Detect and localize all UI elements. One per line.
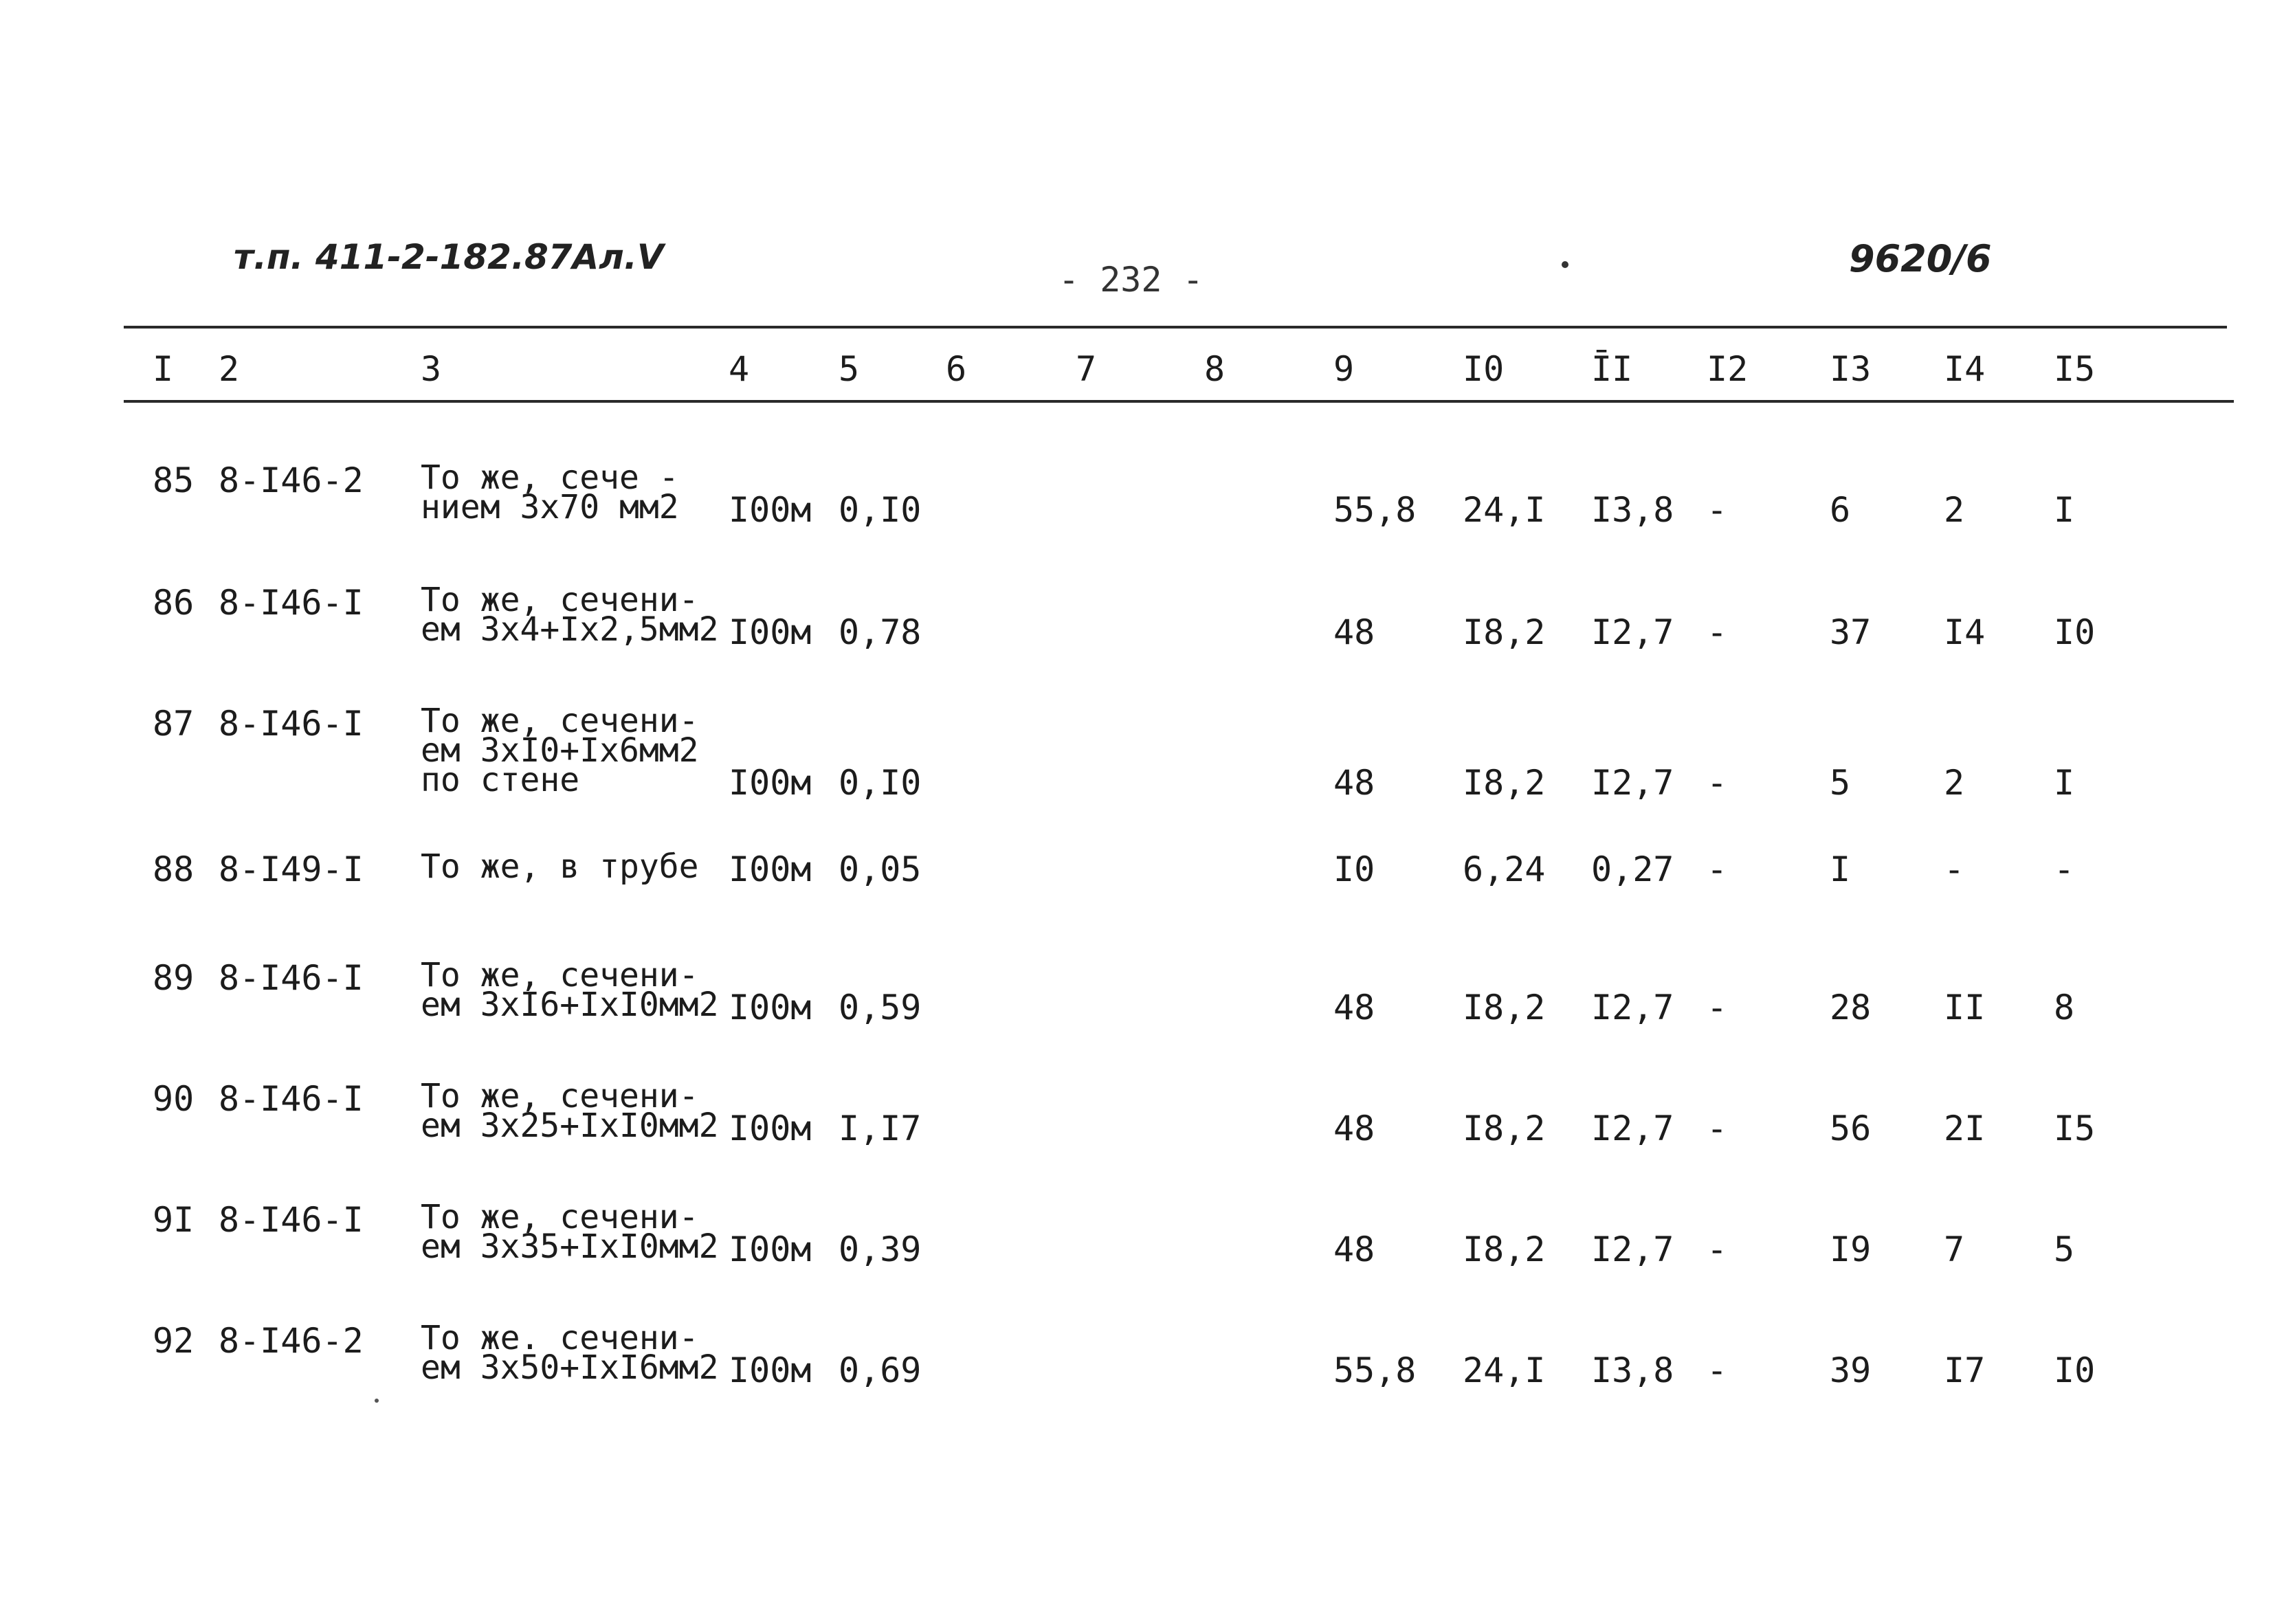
- cell-col-13: 28: [1830, 988, 1872, 1027]
- cell-col-2: 8-I46-2: [219, 1321, 364, 1361]
- cell-col-2: 8-I46-I: [219, 1200, 364, 1240]
- cell-col-11: I2,7: [1591, 612, 1674, 652]
- cell-col-9: 48: [1333, 1109, 1375, 1148]
- cell-col-13: 37: [1830, 612, 1872, 652]
- cell-col-1: 87: [153, 704, 195, 744]
- cell-col-4: I00м: [729, 849, 812, 889]
- column-header-4: 4: [729, 349, 750, 389]
- cell-col-12: -: [1707, 1350, 1728, 1390]
- description-line: нием 3х70 мм2: [421, 488, 679, 526]
- cell-col-12: -: [1707, 1109, 1728, 1148]
- cell-col-10: I8,2: [1463, 612, 1546, 652]
- cell-col-12: -: [1707, 612, 1728, 652]
- cell-col-4: I00м: [729, 1230, 812, 1269]
- cell-col-13: I: [1830, 849, 1851, 889]
- column-header-8: 8: [1204, 349, 1226, 389]
- cell-col-1: 9I: [153, 1200, 195, 1240]
- cell-col-5: 0,69: [839, 1350, 922, 1390]
- cell-col-9: 48: [1333, 612, 1375, 652]
- cell-col-15: -: [2054, 849, 2075, 889]
- column-header-1: I: [153, 349, 174, 389]
- cell-col-4: I00м: [729, 763, 812, 803]
- cell-col-4: I00м: [729, 490, 812, 530]
- description-line: То же, сече -: [421, 458, 679, 497]
- cell-col-5: 0,78: [839, 612, 922, 652]
- cell-col-9: 55,8: [1333, 1350, 1417, 1390]
- description-line: ем 3х50+IхI6мм2: [421, 1348, 719, 1387]
- description-line: То же, сечени-: [421, 1198, 699, 1236]
- description-line: То же, в трубе: [421, 847, 699, 886]
- description-line: То же, сечени-: [421, 956, 699, 994]
- cell-col-12: -: [1707, 1230, 1728, 1269]
- column-header-10: I0: [1463, 349, 1505, 389]
- cell-col-5: 0,05: [839, 849, 922, 889]
- cell-col-5: I,I7: [839, 1109, 922, 1148]
- cell-col-13: 6: [1830, 490, 1851, 530]
- cell-col-11: I2,7: [1591, 1109, 1674, 1148]
- cell-col-14: 7: [1944, 1230, 1965, 1269]
- cell-col-9: 48: [1333, 988, 1375, 1027]
- cell-col-14: I4: [1944, 612, 1986, 652]
- table-header-rule: [124, 400, 2234, 403]
- cell-col-10: I8,2: [1463, 1230, 1546, 1269]
- document-code: т.п. 411-2-182.87Ал.V: [234, 237, 664, 277]
- cell-col-15: I0: [2054, 1350, 2096, 1390]
- cell-col-9: 55,8: [1333, 490, 1417, 530]
- cell-col-5: 0,59: [839, 988, 922, 1027]
- cell-col-15: I: [2054, 763, 2075, 803]
- cell-col-9: 48: [1333, 1230, 1375, 1269]
- cell-col-4: I00м: [729, 612, 812, 652]
- column-header-5: 5: [839, 349, 860, 389]
- cell-col-15: 8: [2054, 988, 2075, 1027]
- description-line: по стене: [421, 761, 580, 799]
- cell-col-2: 8-I46-I: [219, 1079, 364, 1119]
- cell-col-13: 56: [1830, 1109, 1872, 1148]
- cell-col-2: 8-I46-I: [219, 958, 364, 998]
- cell-col-10: 6,24: [1463, 849, 1546, 889]
- cell-col-14: 2: [1944, 490, 1965, 530]
- column-header-13: I3: [1830, 349, 1872, 389]
- cell-col-1: 92: [153, 1321, 195, 1361]
- cell-col-1: 86: [153, 583, 195, 623]
- cell-col-11: I2,7: [1591, 763, 1674, 803]
- cell-col-2: 8-I49-I: [219, 849, 364, 889]
- cell-col-5: 0,I0: [839, 763, 922, 803]
- cell-col-4: I00м: [729, 988, 812, 1027]
- cell-col-13: 39: [1830, 1350, 1872, 1390]
- cell-col-14: 2I: [1944, 1109, 1986, 1148]
- cell-col-15: I0: [2054, 612, 2096, 652]
- archive-number: 9620/6: [1849, 237, 1992, 280]
- description-line: То же, сечени-: [421, 581, 699, 619]
- cell-col-9: 48: [1333, 763, 1375, 803]
- cell-col-15: 5: [2054, 1230, 2075, 1269]
- scan-speck: [1562, 261, 1568, 268]
- description-line: ем 3хI6+IхI0мм2: [421, 986, 719, 1024]
- cell-col-15: I5: [2054, 1109, 2096, 1148]
- description-line: То же, сечени-: [421, 702, 699, 740]
- cell-col-10: 24,I: [1463, 490, 1546, 530]
- cell-col-12: -: [1707, 763, 1728, 803]
- description-line: ем 3х25+IхI0мм2: [421, 1106, 719, 1145]
- cell-col-10: I8,2: [1463, 763, 1546, 803]
- cell-col-2: 8-I46-2: [219, 460, 364, 500]
- column-header-9: 9: [1333, 349, 1355, 389]
- cell-col-4: I00м: [729, 1109, 812, 1148]
- description-line: ем 3х35+IхI0мм2: [421, 1227, 719, 1266]
- cell-col-10: 24,I: [1463, 1350, 1546, 1390]
- description-line: ем 3х4+Iх2,5мм2: [421, 610, 719, 649]
- cell-col-12: -: [1707, 490, 1728, 530]
- table-top-rule: [124, 326, 2227, 329]
- description-line: То же. сечени-: [421, 1319, 699, 1357]
- cell-col-4: I00м: [729, 1350, 812, 1390]
- cell-col-1: 89: [153, 958, 195, 998]
- column-header-3: 3: [421, 349, 442, 389]
- cell-col-11: I2,7: [1591, 1230, 1674, 1269]
- cell-col-12: -: [1707, 849, 1728, 889]
- cell-col-10: I8,2: [1463, 988, 1546, 1027]
- column-header-14: I4: [1944, 349, 1986, 389]
- cell-col-11: I2,7: [1591, 988, 1674, 1027]
- cell-col-14: -: [1944, 849, 1965, 889]
- column-header-2: 2: [219, 349, 240, 389]
- cell-col-14: 2: [1944, 763, 1965, 803]
- column-header-11: ĪI: [1591, 349, 1633, 389]
- cell-col-9: I0: [1333, 849, 1375, 889]
- cell-col-14: I7: [1944, 1350, 1986, 1390]
- cell-col-11: 0,27: [1591, 849, 1674, 889]
- cell-col-2: 8-I46-I: [219, 583, 364, 623]
- cell-col-11: I3,8: [1591, 1350, 1674, 1390]
- description-line: То же, сечени-: [421, 1077, 699, 1115]
- cell-col-2: 8-I46-I: [219, 704, 364, 744]
- cell-col-14: II: [1944, 988, 1986, 1027]
- description-line: ем 3хI0+Iх6мм2: [421, 731, 699, 770]
- cell-col-5: 0,39: [839, 1230, 922, 1269]
- cell-col-13: 5: [1830, 763, 1851, 803]
- scan-speck: [375, 1399, 379, 1403]
- cell-col-15: I: [2054, 490, 2075, 530]
- cell-col-11: I3,8: [1591, 490, 1674, 530]
- cell-col-5: 0,I0: [839, 490, 922, 530]
- cell-col-13: I9: [1830, 1230, 1872, 1269]
- cell-col-1: 85: [153, 460, 195, 500]
- column-header-15: I5: [2054, 349, 2096, 389]
- column-header-12: I2: [1707, 349, 1749, 389]
- cell-col-1: 90: [153, 1079, 195, 1119]
- column-header-6: 6: [946, 349, 967, 389]
- cell-col-10: I8,2: [1463, 1109, 1546, 1148]
- cell-col-1: 88: [153, 849, 195, 889]
- column-header-7: 7: [1076, 349, 1097, 389]
- page-number: - 232 -: [1058, 260, 1204, 300]
- cell-col-12: -: [1707, 988, 1728, 1027]
